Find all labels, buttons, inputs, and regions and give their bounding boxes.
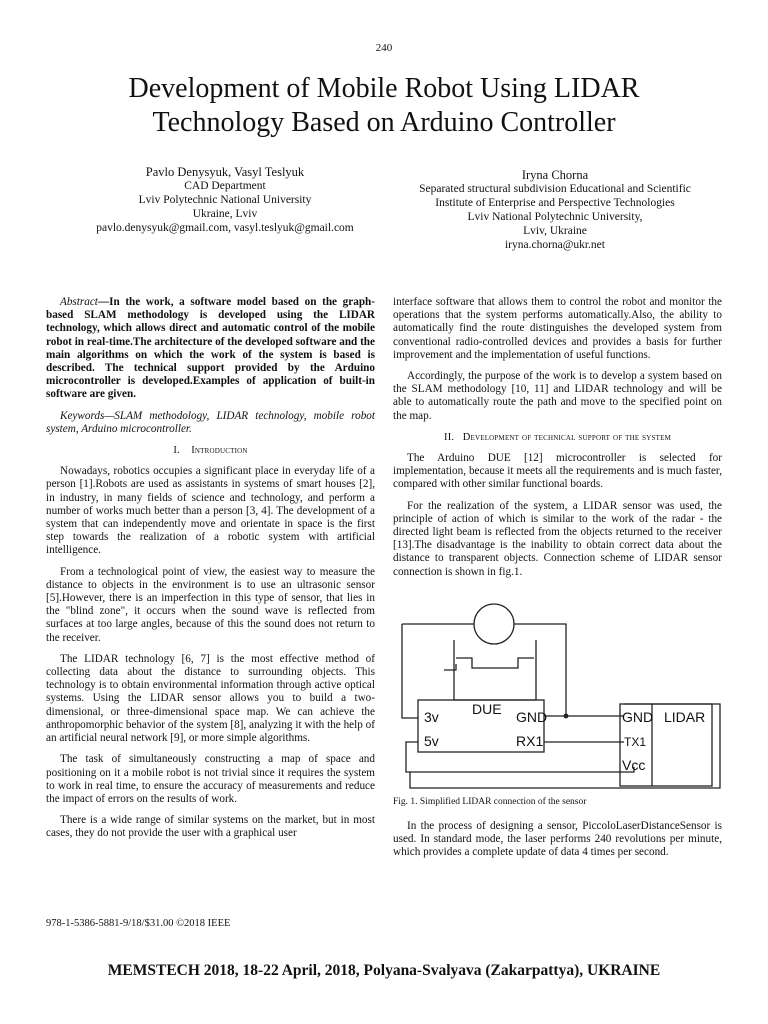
- paragraph: The Arduino DUE [12] microcontroller is selected for implementation, because it meets all the requirements and is much faster, compared with other similar functional boards.: [393, 452, 722, 491]
- affiliation-line-1: Separated structural subdivision Educational and Scientific: [419, 183, 691, 195]
- author-names-right: Iryna Chorna: [521, 168, 589, 182]
- paragraph: In the process of designing a sensor, PiccoloLaserDistanceSensor is used. In standard mode, the laser performs 240 revolutions per minute, which provides a complete update of data 4 times per second.: [393, 820, 722, 859]
- due-label: DUE: [472, 701, 502, 717]
- section-heading-1: [46, 444, 375, 457]
- paper-title: [40, 72, 728, 140]
- paragraph: The LIDAR technology [6, 7] is the most effective method of collecting data about the distance to surrounding objects. This technology is to obtain environmental information through active optical systems. Using the LIDAR sensor allows you to build a two-dimensional, or three-dimensional space map. We can achieve the anthropomorphic behavior of the system [8], analyzing it with the help of an artificial neural network [9], or more simple algorithms.: [46, 652, 375, 745]
- wire-loop: [402, 624, 418, 718]
- right-column-bottom: [393, 820, 722, 868]
- affiliation-line-3: Lviv National Polytechnic University,: [467, 211, 643, 223]
- due-pin-3v: 3v: [424, 709, 439, 725]
- author-email-right: iryna.chorna@ukr.net: [504, 239, 605, 251]
- affiliation-line-2: Institute of Enterprise and Perspective Technologies: [435, 197, 675, 209]
- section-number: II.: [444, 431, 455, 443]
- author-names-left: Pavlo Denysyuk, Vasyl Teslyuk: [145, 165, 305, 179]
- paragraph: For the realization of the system, a LIDAR sensor was used, the principle of action of which is similar to the work of the radar - the directed light beam is reflected from the objects returned to the receiver [13].The disadvantage is the inability to obtain correct data about the distance to transparent objects. Connection scheme of LIDAR sensor connection is shown in fig.1.: [393, 499, 722, 578]
- keywords: Keywords—SLAM methodology, LIDAR technology, mobile robot system, Arduino microcontroller.: [46, 409, 375, 435]
- paragraph: Nowadays, robotics occupies a significant place in everyday life of a person [1].Robots are used as assistants in systems of smart houses [2], in industry, in many fields of science and technology, and perform a number of works much better than a person [3, 4]. The development of a system that can independently move and orientate in space is the first step towards the realization of a robotic system with artificial intelligence.: [46, 465, 375, 557]
- section-title: Development of technical support of the system: [462, 431, 671, 443]
- left-column: [46, 296, 375, 849]
- motor-housing: [454, 640, 536, 700]
- authors-left: [60, 165, 390, 235]
- right-column: [393, 296, 722, 587]
- authors-right: [390, 168, 720, 252]
- paragraph: interface software that allows them to control the robot and monitor the operations that the system performs automatically.Also, the ability to automatically find the route distinguishes the developed system from conventional radio-controlled devices and provides a basis for further improvement and the implementation of useful functions.: [393, 296, 722, 361]
- abstract-text: —In the work, a software model based on the graph-based SLAM methodology is developed using the LIDAR technology, which allows direct and automatic control of the mobile robot in real-time.The architecture of the developed software and the main algorithms on which the work of the system is based is described. The technical support provided by the Arduino microcontroller is developed.Examples of application of built-in software are given.: [46, 296, 375, 401]
- paragraph: Accordingly, the purpose of the work is to develop a system based on the SLAM methodology [10, 11] and LIDAR technology and will be able to automatically route the path and move to the specified point on the map.: [393, 370, 722, 422]
- section-number: I.: [173, 445, 180, 457]
- title-line-2: Technology Based on Arduino Controller: [152, 107, 616, 138]
- junction-dot: [564, 714, 569, 719]
- page-number: 240: [375, 42, 393, 54]
- lidar-pin-tx1: TX1: [624, 735, 647, 749]
- paragraph: There is a wide range of similar systems on the market, but in most cases, they do not provide the user with a graphical user: [46, 814, 375, 840]
- motor-symbol: [474, 604, 514, 644]
- author-emails-left: pavlo.denysyuk@gmail.com, vasyl.teslyuk@gmail.com: [96, 222, 354, 234]
- lidar-pin-gnd: GND: [622, 709, 654, 725]
- due-pin-5v: 5v: [424, 733, 439, 749]
- footer-isbn: 978-1-5386-5881-9/18/$31.00 ©2018 IEEE: [46, 918, 231, 929]
- section-heading-2: [393, 431, 722, 444]
- author-location: Ukraine, Lviv: [192, 208, 258, 220]
- due-pin-gnd: GND: [516, 709, 548, 725]
- paragraph: The task of simultaneously constructing a map of space and positioning on it a mobile robot is not trivial since it requires the system to work in real time, to ensure the accuracy of measurements and reduce the impact of errors on the results of work.: [46, 753, 375, 805]
- due-pin-rx1: RX1: [516, 733, 544, 749]
- lidar-pin-vcc: Vcc: [622, 757, 646, 773]
- section-title: Introduction: [191, 445, 248, 457]
- author-dept: CAD Department: [184, 180, 266, 192]
- lidar-label: LIDAR: [664, 709, 706, 725]
- lidar-connection-diagram: [396, 600, 726, 792]
- abstract-label: Abstract: [60, 296, 98, 308]
- affiliation-location: Lviv, Ukraine: [523, 225, 587, 237]
- title-line-1: Development of Mobile Robot Using LIDAR: [128, 73, 640, 104]
- paragraph: From a technological point of view, the easiest way to measure the distance to objects in the environment is to use an ultrasonic sensor [5].However, there is an imperfection in this type of sensor, that lies in the "blind zone", it occurs when the sound wave is reflected from surfaces at too large angles, because of this the sound does not return to the receiver.: [46, 565, 375, 644]
- conference-footer: MEMSTECH 2018, 18-22 April, 2018, Polyana-Svalyava (Zakarpattya), UKRAINE: [107, 962, 661, 979]
- abstract: [46, 296, 375, 402]
- author-univ: Lviv Polytechnic National University: [138, 194, 312, 206]
- figure-caption: Fig. 1. Simplified LIDAR connection of the sensor: [393, 797, 587, 807]
